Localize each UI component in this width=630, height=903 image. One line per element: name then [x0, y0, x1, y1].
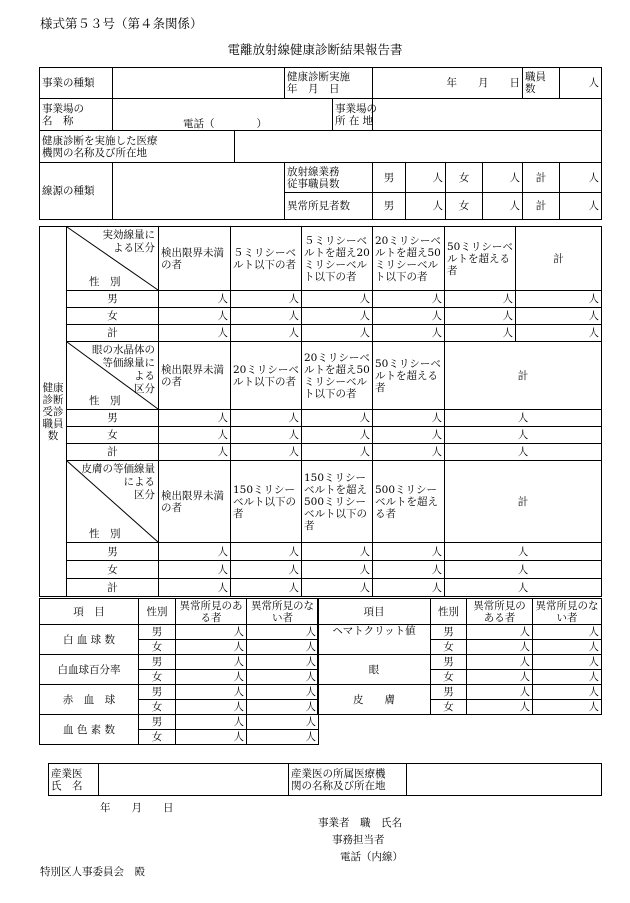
sex-male: 男 — [139, 715, 176, 730]
cell[interactable]: 人 — [159, 308, 231, 325]
sex-total: 計 — [67, 579, 159, 597]
s2-header-below-limit: 検出限界未満の者 — [159, 342, 231, 410]
results-right-table — [317, 598, 602, 715]
male-label: 男 — [373, 163, 406, 193]
workers-male-field[interactable]: 人 — [406, 163, 446, 193]
cell[interactable]: 人 — [231, 325, 302, 342]
cell[interactable]: 人 — [176, 625, 247, 640]
item-header: 項目 — [318, 599, 431, 625]
cell[interactable]: 人 — [373, 543, 445, 561]
cell[interactable]: 人 — [533, 640, 602, 655]
cell[interactable]: 人 — [176, 730, 247, 745]
sex-male: 男 — [67, 410, 159, 427]
sex-female: 女 — [67, 308, 159, 325]
cell[interactable]: 人 — [445, 427, 602, 444]
cell[interactable]: 人 — [176, 655, 247, 670]
rbc-label: 赤 血 球 — [40, 685, 139, 715]
cell[interactable]: 人 — [373, 410, 445, 427]
workers-female-field[interactable]: 人 — [483, 163, 523, 193]
doctor-name-field[interactable] — [99, 764, 289, 796]
cell[interactable]: 人 — [533, 700, 602, 715]
abnormal-female-field[interactable]: 人 — [483, 193, 523, 220]
cell[interactable]: 人 — [445, 444, 602, 461]
cell[interactable]: 人 — [373, 325, 445, 342]
sex-male: 男 — [67, 543, 159, 561]
sex-male: 男 — [139, 625, 176, 640]
cell[interactable]: 人 — [533, 685, 602, 700]
female-label: 女 — [446, 193, 483, 220]
s3-header-over-500: 500ミリシーベルトを超える者 — [373, 461, 445, 543]
cell[interactable]: 人 — [159, 427, 231, 444]
hct-label: ヘマトクリット値 — [318, 625, 431, 655]
abn-yes-header: 異常所見のある者 — [176, 599, 247, 625]
s3-header-below-limit: 検出限界未満の者 — [159, 461, 231, 543]
sex-female: 女 — [139, 640, 176, 655]
item-header: 項 目 — [40, 599, 139, 625]
abnormal-count-label: 異常所見者数 — [285, 193, 373, 220]
cell[interactable]: 人 — [231, 561, 302, 579]
cell[interactable]: 人 — [467, 625, 533, 640]
abn-no-header: 異常所見のない者 — [247, 599, 319, 625]
sex-female: 女 — [431, 670, 467, 685]
cell[interactable]: 人 — [516, 308, 602, 325]
skin-label: 皮 膚 — [318, 685, 431, 715]
cell[interactable]: 人 — [467, 640, 533, 655]
cell[interactable]: 人 — [247, 700, 319, 715]
cell[interactable]: 人 — [467, 685, 533, 700]
sex-male: 男 — [431, 655, 467, 670]
workplace-name-field[interactable]: 電話（ ） — [113, 99, 333, 131]
form-number: 様式第５３号（第４条関係） — [40, 16, 203, 31]
sex-female: 女 — [431, 700, 467, 715]
cell[interactable]: 人 — [533, 625, 602, 640]
cell[interactable]: 人 — [231, 543, 302, 561]
cell[interactable]: 人 — [373, 291, 445, 308]
cell[interactable]: 人 — [247, 640, 319, 655]
section3-diagonal-header: 皮膚の等価線量 による 区分 性 別 — [67, 461, 159, 543]
total-label: 計 — [523, 163, 560, 193]
workers-total-field[interactable]: 人 — [560, 163, 602, 193]
section2-diagonal-header: 眼の水晶体の 等価線量に よる 区分 性 別 — [67, 342, 159, 410]
cell[interactable]: 人 — [445, 410, 602, 427]
s1-header-under-5: ５ミリシーベルト以下の者 — [231, 227, 302, 291]
cell[interactable]: 人 — [231, 410, 302, 427]
cell[interactable]: 人 — [231, 291, 302, 308]
cell[interactable]: 人 — [302, 579, 373, 597]
abnormal-male-field[interactable]: 人 — [406, 193, 446, 220]
cell[interactable]: 人 — [247, 715, 319, 730]
sex-male: 男 — [139, 655, 176, 670]
cell[interactable]: 人 — [247, 670, 319, 685]
cell[interactable]: 人 — [176, 700, 247, 715]
cell[interactable]: 人 — [176, 670, 247, 685]
hgb-label: 血 色 素 数 — [40, 715, 139, 745]
cell[interactable]: 人 — [159, 543, 231, 561]
cell[interactable]: 人 — [373, 427, 445, 444]
cell[interactable]: 人 — [302, 427, 373, 444]
cell[interactable]: 人 — [445, 543, 602, 561]
cell[interactable]: 人 — [159, 291, 231, 308]
sex-female: 女 — [67, 561, 159, 579]
sex-total: 計 — [67, 325, 159, 342]
female-label: 女 — [446, 163, 483, 193]
abn-no-header: 異常所見のない者 — [533, 599, 602, 625]
section1-diagonal-header: 実効線量に よる区分 性 別 — [67, 227, 159, 291]
staff-name[interactable]: 事務担当者 — [332, 834, 385, 846]
sex-male: 男 — [67, 291, 159, 308]
s2-header-under-20: 20ミリシーベルト以下の者 — [231, 342, 302, 410]
dose-table — [39, 226, 602, 597]
s3-header-total: 計 — [445, 461, 602, 543]
cell[interactable]: 人 — [445, 579, 602, 597]
exam-date-field[interactable]: 年 月 日 — [373, 68, 523, 99]
results-left-table — [39, 598, 319, 745]
cell[interactable]: 人 — [176, 715, 247, 730]
sex-female: 女 — [139, 730, 176, 745]
cell[interactable]: 人 — [159, 444, 231, 461]
cell[interactable]: 人 — [516, 291, 602, 308]
cell[interactable]: 人 — [302, 325, 373, 342]
abn-yes-header: 異常所見のある者 — [467, 599, 533, 625]
source-type-field[interactable] — [113, 163, 285, 220]
staff-tel[interactable]: 電話（内線） — [340, 851, 403, 863]
employer-name[interactable]: 事業者 職 氏名 — [318, 817, 402, 829]
doctor-table — [48, 763, 602, 796]
s1-header-20-50: 20ミリシーベルトを超え50ミリシーベルト以下の者 — [373, 227, 445, 291]
report-date[interactable]: 年 月 日 — [100, 802, 174, 814]
cell[interactable]: 人 — [231, 427, 302, 444]
document-title: 電離放射線健康診断結果報告書 — [227, 42, 403, 57]
cell[interactable]: 人 — [373, 561, 445, 579]
cell[interactable]: 人 — [302, 291, 373, 308]
total-label: 計 — [523, 193, 560, 220]
s2-header-total: 計 — [445, 342, 602, 410]
cell[interactable]: 人 — [176, 685, 247, 700]
sex-female: 女 — [139, 670, 176, 685]
s1-header-below-limit: 検出限界未満の者 — [159, 227, 231, 291]
cell[interactable]: 人 — [231, 444, 302, 461]
cell[interactable]: 人 — [247, 730, 319, 745]
s3-header-under-150: 150ミリシーベルト以下の者 — [231, 461, 302, 543]
cell[interactable]: 人 — [445, 325, 516, 342]
workplace-address-label: 事業場の 所 在 地 — [333, 99, 373, 131]
sex-total: 計 — [67, 444, 159, 461]
sex-male: 男 — [431, 685, 467, 700]
sex-header: 性別 — [139, 599, 176, 625]
institution-label: 健康診断を実施した医療 機関の名称及び所在地 — [40, 131, 235, 163]
exam-date-label: 健康診断実施 年 月 日 — [285, 68, 373, 99]
male-label: 男 — [373, 193, 406, 220]
header-table — [39, 67, 602, 220]
institution-field[interactable] — [235, 131, 602, 163]
s3-header-150-500: 150ミリシーベルトを超え500ミリシーベルト以下の者 — [302, 461, 373, 543]
cell[interactable]: 人 — [159, 579, 231, 597]
sex-male: 男 — [139, 685, 176, 700]
abnormal-total-field[interactable]: 人 — [560, 193, 602, 220]
doctor-institution-field[interactable] — [407, 764, 602, 796]
cell[interactable]: 人 — [467, 700, 533, 715]
sex-header: 性別 — [431, 599, 467, 625]
cell[interactable]: 人 — [302, 543, 373, 561]
cell[interactable]: 人 — [533, 655, 602, 670]
cell[interactable]: 人 — [176, 640, 247, 655]
cell[interactable]: 人 — [373, 444, 445, 461]
eye-label: 眼 — [318, 655, 431, 685]
addressee: 特別区人事委員会 殿 — [40, 866, 145, 878]
cell[interactable]: 人 — [302, 444, 373, 461]
s2-header-over-50: 50ミリシーベルトを超える者 — [373, 342, 445, 410]
cell[interactable]: 人 — [302, 561, 373, 579]
sex-female: 女 — [431, 640, 467, 655]
s2-header-20-50: 20ミリシーベルトを超え50ミリシーベルト以下の者 — [302, 342, 373, 410]
workplace-address-field[interactable] — [373, 99, 602, 131]
cell[interactable]: 人 — [533, 670, 602, 685]
cell[interactable]: 人 — [159, 561, 231, 579]
cell[interactable]: 人 — [159, 410, 231, 427]
cell[interactable]: 人 — [231, 579, 302, 597]
cell[interactable]: 人 — [302, 410, 373, 427]
employees-label: 職員 数 — [523, 68, 560, 99]
sex-male: 男 — [431, 625, 467, 640]
wbc-label: 白 血 球 数 — [40, 625, 139, 655]
cell[interactable]: 人 — [373, 579, 445, 597]
cell[interactable]: 人 — [247, 685, 319, 700]
cell[interactable]: 人 — [445, 291, 516, 308]
cell[interactable]: 人 — [467, 670, 533, 685]
source-type-label: 線源の種類 — [40, 163, 113, 220]
business-type-label: 事業の種類 — [40, 68, 113, 99]
doctor-institution-label: 産業医の所属医療機 関の名称及び所在地 — [289, 764, 407, 796]
doctor-name-label: 産業医 氏 名 — [49, 764, 99, 796]
cell[interactable]: 人 — [467, 655, 533, 670]
vertical-label: 健康診断受診職員数 — [40, 227, 67, 597]
cell[interactable]: 人 — [159, 325, 231, 342]
cell[interactable]: 人 — [247, 655, 319, 670]
cell[interactable]: 人 — [445, 561, 602, 579]
s1-header-5-20: ５ミリシーベルトを超え20ミリシーベルト以下の者 — [302, 227, 373, 291]
business-type-field[interactable] — [113, 68, 285, 99]
cell[interactable]: 人 — [247, 625, 319, 640]
cell[interactable]: 人 — [445, 308, 516, 325]
sex-female: 女 — [139, 700, 176, 715]
workplace-name-label: 事業場の 名 称 — [40, 99, 113, 131]
s1-header-total: 計 — [516, 227, 602, 291]
s1-header-over-50: 50ミリシーベルトを超える者 — [445, 227, 516, 291]
employees-field[interactable]: 人 — [560, 68, 602, 99]
signature-block — [318, 815, 403, 866]
rad-workers-label: 放射線業務 従事職員数 — [285, 163, 373, 193]
wbc-pct-label: 白血球百分率 — [40, 655, 139, 685]
cell[interactable]: 人 — [516, 325, 602, 342]
sex-female: 女 — [67, 427, 159, 444]
cell[interactable]: 人 — [231, 308, 302, 325]
cell[interactable]: 人 — [373, 308, 445, 325]
cell[interactable]: 人 — [302, 308, 373, 325]
